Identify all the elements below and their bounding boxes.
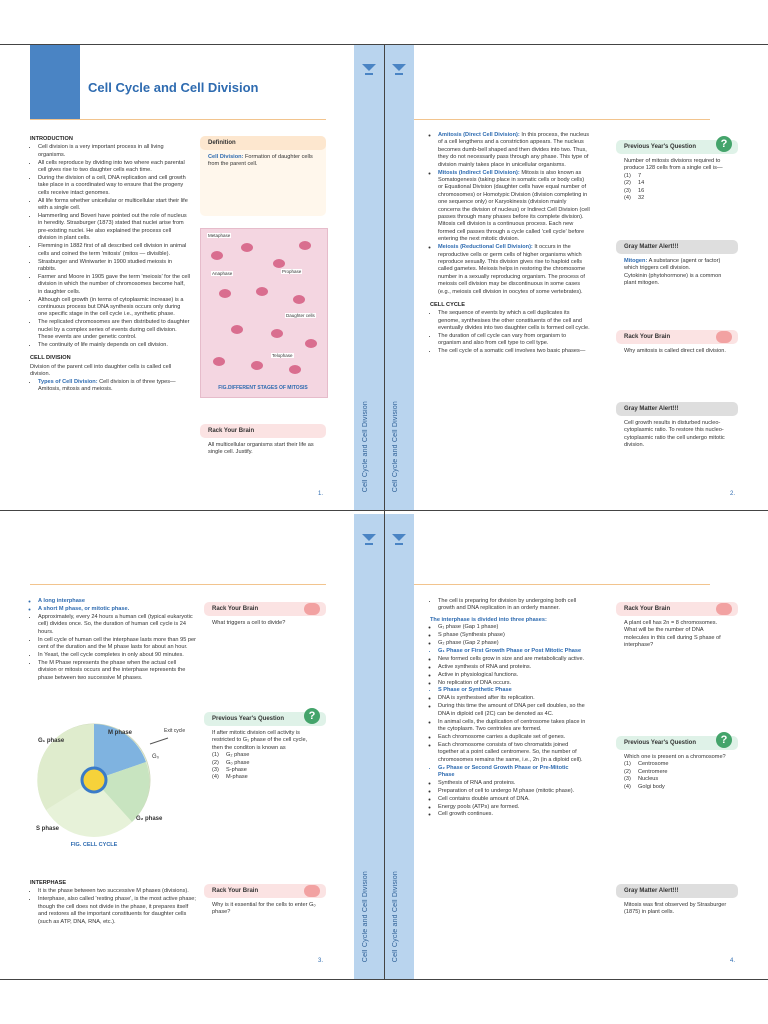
g2-heading: • G₂ Phase or Second Growth Phase or Pre-Mitotic Phase: [438, 765, 586, 780]
list-item: • In Yeast, the cell cycle completes in only about 90 minutes.: [38, 652, 196, 659]
phases-column: [30, 598, 196, 682]
previous-year-question-box: [616, 140, 738, 226]
tab-arrow-icon: [362, 64, 376, 71]
label-s: S phase: [36, 826, 60, 832]
photo-caption: FIG.DIFFERENT STAGES OF MITOSIS: [218, 385, 308, 391]
page-number: 2.: [730, 491, 736, 497]
brain-icon: [716, 331, 732, 343]
list-item: • Approximately, every 24 hours a human cell (typical eukaryotic cell) divides once. So, the duration of human cell cycle is 24 hours.: [38, 614, 196, 636]
list-item: ◦ Mitosis (Indirect Cell Division): Mitosis is also known as Somatogenesis (taking place in somatic cells or body cells) or Equational Division (daughter cells have equal number of chromosomes) or Homotypic Division (division completing in one sequence only) or Karyokinesis (division mainly concerns the division of nucleus) or Indirect Cell Division (cell passes through many phases before its complete division). Mitosis cell division is a continuous process. Each new formed cell passes through a cycle called 'cell cycle' before entering the next mitotic division.: [438, 170, 590, 244]
page-title: Cell Cycle and Cell Division: [88, 80, 259, 95]
three-phases-list: [430, 624, 586, 647]
pyq-options: [624, 173, 730, 203]
rack-heading: Rack Your Brain: [204, 884, 326, 898]
list-item: • In cell cycle of human cell the interphase lasts more than 95 per cent of the duration and the M phase lasts for about an hour.: [38, 637, 196, 652]
rack-heading: Rack Your Brain: [200, 424, 326, 438]
pyq-options: [624, 761, 730, 791]
list-item: ◦ Preparation of cell to undergo M phase (mitotic phase).: [438, 788, 586, 795]
spine-chapter-title: Cell Cycle and Cell Division: [362, 400, 369, 492]
title-accent-block: [30, 44, 80, 120]
list-item: • Cell division is a very important process in all living organisms.: [38, 144, 190, 159]
list-item: • Hammerling and Boveri have pointed out the role of nucleus in heredity. Strasburger (1873) stated that nuclei arise from pre-existing nuclei. He also explained the process cell division in plant cells.: [38, 213, 190, 243]
vertical-divider: [384, 44, 385, 980]
pyq-option: (1) G₂ phase: [212, 752, 250, 759]
page-number: 4.: [730, 958, 736, 964]
intro-list: [30, 144, 190, 349]
list-item: ◦ Cell growth continues.: [438, 811, 586, 818]
list-item: • All cells reproduce by dividing into two where each parental cell gives rise to two daughter cells each time.: [38, 160, 190, 175]
rack-your-brain-box: [616, 330, 738, 380]
rack-your-brain-box-2: [204, 884, 326, 930]
list-item: ◦ New formed cells grow in size and are metabolically active.: [438, 656, 586, 663]
pyq-option: (4) 32: [624, 195, 645, 202]
definition-heading: Definition: [200, 136, 326, 150]
exit-arrow: [150, 738, 168, 744]
pyq-option: (4) M-phase: [212, 774, 248, 781]
brain-icon: [304, 603, 320, 615]
list-item: ◦ Synthesis of RNA and proteins.: [438, 780, 586, 787]
pyq-option: (3) S-phase: [212, 767, 247, 774]
list-item: ◦ No replication of DNA occurs.: [438, 680, 586, 687]
page-4: [384, 514, 768, 980]
brain-icon: [716, 603, 732, 615]
photo-label-prophase: Prophase: [282, 269, 302, 274]
label-exit: Exit cycle: [164, 728, 186, 734]
list-item: • Interphase, also called 'resting phase', is the most active phase; though the cell does not divide in the phase, it prepares itself and restores all the important constituents for daughter cells (such as ATP, DNA, RNA, etc.).: [38, 896, 196, 926]
pyq-text: Which one is present on a chromosome?: [624, 754, 726, 760]
header-rule: [30, 584, 326, 585]
g1-list: [430, 656, 586, 687]
photo-label-anaphase: Anaphase: [212, 271, 233, 276]
page-number: 3.: [318, 958, 324, 964]
division-types-list: [430, 132, 590, 296]
pyq-option: (1) Centrosome: [624, 761, 669, 768]
rack-text: Why is it essential for the cells to enter G₀ phase?: [212, 902, 316, 916]
cell-division-text: Division of the parent cell into daughter cells is called cell division.: [30, 363, 172, 378]
s-heading: • S Phase or Synthetic Phase: [438, 687, 586, 694]
diagram-caption: FIG. CELL CYCLE: [70, 842, 118, 848]
list-item: • The cell cycle of a somatic cell involves two basic phases—: [438, 348, 590, 355]
pyq-heading: Previous Year's Question: [204, 712, 326, 726]
rack-text: A plant cell has 2n = 8 chromosomes. What will be the number of DNA molecules in this cell during S phase of interphase?: [624, 620, 721, 649]
g2-list: [430, 780, 586, 819]
pyq-option: (3) Nucleus: [624, 776, 659, 783]
pyq-text: Number of mitosis divisions required to produce 128 cells from a single cell is—: [624, 158, 723, 172]
rack-your-brain-box: [200, 424, 326, 484]
pyq-option: (2) G₀ phase: [212, 759, 250, 766]
pyq-heading: Previous Year's Question: [616, 140, 738, 154]
gray-matter-heading: Gray Matter Alert!!!: [616, 884, 738, 898]
list-item: • It is the phase between two successive M phases (divisions).: [38, 888, 196, 895]
pyq-option: (2) Centromere: [624, 768, 668, 775]
rack-text: All multicellular organisms start their life as single cell. Justify.: [208, 442, 314, 456]
label-g2: G₂ phase: [136, 816, 163, 822]
rack-heading: Rack Your Brain: [616, 330, 738, 344]
interphase-detail-column: [430, 598, 586, 819]
spine-chapter-title: Cell Cycle and Cell Division: [392, 870, 399, 962]
list-item: • The sequence of events by which a cell duplicates its genome, synthesises the other constituents of the cell and eventually divides into two daughter cells is formed cell cycle.: [438, 310, 590, 332]
brain-icon: [304, 885, 320, 897]
pyq-text: If after mitotic division cell activity is restricted to G₁ phase of the cell cycle, then the conditon is known as: [212, 730, 308, 751]
list-item: • The replicated chromosomes are then distributed to daughter nuclei by a complex series of events during cell division. These events are under genetic control.: [38, 319, 190, 341]
pyq-option: (4) Golgi body: [624, 783, 665, 790]
pyq-option: (3) 16: [624, 187, 645, 194]
list-item: • The continuity of life mainly depends on cell division.: [38, 342, 190, 349]
intro-list: [430, 598, 586, 613]
s-list: [430, 695, 586, 764]
pyq-option: (2) 14: [624, 180, 645, 187]
g1-heading-list: [430, 648, 586, 655]
g2-heading-list: [430, 765, 586, 780]
rack-your-brain-box: [616, 602, 738, 672]
label-g0: G₀: [152, 754, 160, 760]
list-item: • All life forms whether unicellular or multicellular start their life with a single cell.: [38, 198, 190, 213]
list-item: • Types of Cell Division: Cell division is of three types— Amitosis, mitosis and meiosis.: [38, 379, 190, 394]
pyq-option: (1) 7: [624, 172, 642, 179]
page-3: [0, 514, 384, 980]
gray-matter-alert-box-2: [616, 402, 738, 472]
tab-arrow-icon: [392, 64, 406, 71]
label-g1: G₁ phase: [38, 738, 65, 744]
list-item: ◦ G₁ phase (Gap 1 phase): [438, 624, 586, 631]
intro-column: [30, 132, 190, 394]
gray-matter-heading: Gray Matter Alert!!!: [616, 402, 738, 416]
list-item: • The M Phase represents the phase when the actual cell division or mitosis occurs and the interphase represents the phase between two successive M phases.: [38, 660, 196, 682]
mitosis-photo: [200, 228, 328, 398]
cd-types-list: [30, 379, 190, 394]
list-item: • Flemming in 1882 first of all described cell division in animal cells and coined the term 'mitosis' (mitos — divisible).: [38, 243, 190, 258]
cell-division-heading: CELL DIVISION: [30, 355, 71, 362]
tab-arrow-icon: [362, 534, 376, 541]
spine-tab: [354, 514, 384, 980]
list-item: ◦ Each chromosome consists of two chromatids joined together at a point called centromere. So, the number of chromosomes remains the same, i.e., 2n (in a diploid cell).: [438, 742, 586, 764]
list-item: • The duration of cell cycle can vary from organism to organism and also from cell type to cell type.: [438, 333, 590, 348]
list-item: ◦ During this time the amount of DNA per cell doubles, so the DNA in diploid cell (2C) can be denoted as 4C.: [438, 703, 586, 718]
rack-text: What triggers a cell to divide?: [212, 620, 286, 626]
cell-cycle-heading: CELL CYCLE: [430, 301, 466, 308]
photo-label-metaphase: Metaphase: [208, 233, 231, 238]
nucleus-center: [82, 768, 106, 792]
list-item: ◦ DNA is synthesised after its replication.: [438, 695, 586, 702]
spine-tab: [384, 44, 414, 510]
list-item: ◦ S phase (Synthesis phase): [438, 632, 586, 639]
spine-tab: [384, 514, 414, 980]
header-rule: [414, 584, 710, 585]
list-item: ◦ A short M phase, or mitotic phase.: [38, 606, 196, 613]
rack-text: Why amitosis is called direct cell division.: [624, 348, 726, 354]
three-phases-heading: The interphase is divided into three phases:: [430, 616, 547, 623]
interphase-list: [30, 888, 196, 926]
label-m: M phase: [108, 730, 133, 736]
spine-chapter-title: Cell Cycle and Cell Division: [392, 400, 399, 492]
gray-matter-alert-box: [616, 884, 738, 934]
list-item: ◦ A long interphase: [38, 598, 196, 605]
page-1: [0, 44, 384, 510]
gray-matter-text: Mitogen: A substance (agent or factor) which triggers cell division.: [624, 258, 721, 272]
list-item: ◦ Each chromosome carries a duplicate set of genes.: [438, 734, 586, 741]
interphase-heading: INTERPHASE: [30, 880, 67, 886]
header-rule: [30, 119, 326, 120]
two-phases-list: [30, 598, 196, 613]
s-heading-list: [430, 687, 586, 694]
list-item: • Strasburger and Winiwarter in 1900 studied meiosis in rabbits.: [38, 259, 190, 274]
pyq-heading: Previous Year's Question: [616, 736, 738, 750]
list-item: ◦ Active in physiological functions.: [438, 672, 586, 679]
list-item: ◦ Amitosis (Direct Cell Division): In this process, the nucleus of a cell lengthens and a constriction appears. The nucleus becomes dumb-bell shaped and then divides into two. Thus, they do not necessarily pass through any phase. This type of division mainly takes place in unicellular organisms.: [438, 132, 590, 169]
definition-box: [200, 136, 326, 216]
list-item: • Farmer and Moore in 1905 gave the term 'meiosis' for the cell division in which the number of chromosomes become half, in daughter cells.: [38, 274, 190, 296]
list-item: ◦ G₂ phase (Gap 2 phase): [438, 640, 586, 647]
rack-heading: Rack Your Brain: [204, 602, 326, 616]
question-icon: ?: [716, 732, 732, 748]
list-item: ◦ Energy pools (ATPs) are formed.: [438, 804, 586, 811]
interphase-column: [30, 876, 196, 926]
gray-matter-text: Mitosis was first observed by Strasburger (1875) in plant cells.: [624, 902, 727, 916]
cell-cycle-list: [430, 310, 590, 355]
intro-heading: INTRODUCTION: [30, 136, 73, 142]
list-item: ◦ Cell contains double amount of DNA.: [438, 796, 586, 803]
question-icon: ?: [304, 708, 320, 724]
list-item: • The cell is preparing for division by undergoing both cell growth and DNA replication in an orderly manner.: [438, 598, 586, 613]
tab-arrow-icon: [392, 534, 406, 541]
cell-cycle-diagram: [28, 718, 188, 850]
definition-body: Cell Division: Formation of daughter cells from the parent cell.: [208, 154, 313, 168]
gray-matter-alert-box: [616, 240, 738, 320]
header-rule: [414, 119, 710, 120]
spine-tab: [354, 44, 384, 510]
previous-year-question-box: [616, 736, 738, 816]
previous-year-question-box: [204, 712, 326, 804]
gray-matter-heading: Gray Matter Alert!!!: [616, 240, 738, 254]
list-item: • During the division of a cell, DNA replication and cell growth take place in a coordinated way to ensure that the progeny cells receive intact genomes.: [38, 175, 190, 197]
rack-your-brain-box: [204, 602, 326, 642]
page-2: [384, 44, 768, 510]
page-number: 1.: [318, 491, 324, 497]
list-item: ◦ Meiosis (Reductional Cell Division): It occurs in the reproductive cells or germ cells of higher organisms which reproduce sexually. This division gives rise to haploid cells called gametes. Meiosis helps in restoring the chromosome number in a sexually reproducing organism. The process of meiosis cell division may be discontinuous in some cases (e.g., meiosis cell division in oocytes of some vertebrates).: [438, 244, 590, 296]
g1-heading: • G₁ Phase or First Growth Phase or Post Mitotic Phase: [438, 648, 586, 655]
division-types-column: [430, 132, 590, 356]
list-item: ◦ Active synthesis of RNA and proteins.: [438, 664, 586, 671]
rack-heading: Rack Your Brain: [616, 602, 738, 616]
question-icon: ?: [716, 136, 732, 152]
list-item: • Although cell growth (in terms of cytoplasmic increase) is a continuous process but DNA synthesis occurs only during one specific stage in the cell cycle i.e., synthetic phase.: [38, 297, 190, 319]
photo-label-daughter-cells: Daughter cells: [286, 313, 315, 318]
list-item: ◦ In animal cells, the duplication of centrosome takes place in the cytoplasm. Two centrioles are formed.: [438, 719, 586, 734]
pyq-options: [212, 752, 318, 782]
photo-label-telophase: Telophase: [272, 353, 293, 358]
gray-matter-extra: Cytokinin (phytohormone) is a common plant mitogen.: [624, 272, 722, 287]
spine-chapter-title: Cell Cycle and Cell Division: [362, 870, 369, 962]
gray-matter-text: Cell growth results in disturbed nucleo-cytoplasmic ratio. To restore this nucleo-cytoplasmic ratio the cell undergo mitotic division.: [624, 420, 725, 449]
cycle-facts-list: [30, 614, 196, 682]
